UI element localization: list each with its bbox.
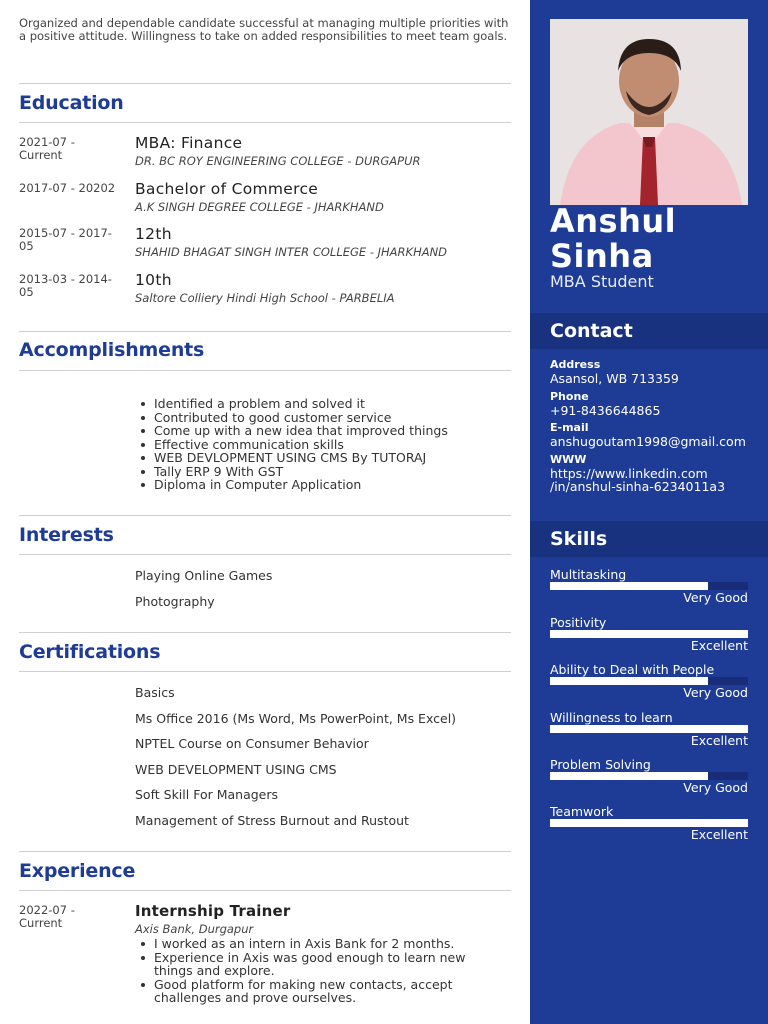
list-item: Basics <box>135 685 175 700</box>
accomplishments-list <box>135 397 448 492</box>
divider <box>19 632 511 633</box>
skill-bar <box>550 725 748 733</box>
skill-name: Teamwork <box>550 804 614 819</box>
contact-details <box>550 358 760 498</box>
education-date: 2013-03 - 2014-05 <box>19 272 112 299</box>
skill-bar <box>550 819 748 827</box>
section-title-interests: Interests <box>19 524 114 546</box>
skill-level: Excellent <box>690 638 748 653</box>
skill-level: Very Good <box>683 590 748 605</box>
education-date: 2017-07 - 20202 <box>19 181 116 195</box>
skill-name: Positivity <box>550 615 607 630</box>
divider <box>19 851 511 852</box>
list-item: Management of Stress Burnout and Rustout <box>135 812 409 828</box>
experience-company: Axis Bank, Durgapur <box>135 922 254 936</box>
www-label: WWW <box>550 452 587 466</box>
skill-bar <box>550 630 748 638</box>
section-title-experience: Experience <box>19 860 136 882</box>
profile-photo <box>550 19 748 205</box>
skill-bar-fill <box>550 582 708 590</box>
education-degree: 10th <box>135 271 172 289</box>
skill-bar-fill <box>550 819 748 827</box>
skill-name: Ability to Deal with People <box>550 662 715 677</box>
interests-list <box>135 568 272 619</box>
section-title-certifications: Certifications <box>19 641 161 663</box>
contact-heading: Contact <box>530 313 768 349</box>
skill-name: Problem Solving <box>550 757 651 772</box>
skill-item <box>550 663 748 707</box>
list-item: NPTEL Course on Consumer Behavior <box>135 736 369 752</box>
last-name: Sinha <box>550 237 654 275</box>
skill-item <box>550 711 748 755</box>
www-value-line1[interactable]: https://www.linkedin.com <box>550 465 708 481</box>
list-item: Good platform for making new contacts, accept challenges and prove ourselves. <box>135 978 505 1005</box>
skill-name: Willingness to learn <box>550 710 673 725</box>
education-date: 2015-07 - 2017-05 <box>19 226 112 253</box>
divider <box>19 370 511 371</box>
skill-level: Excellent <box>690 733 748 748</box>
skill-item <box>550 616 748 660</box>
email-value[interactable]: anshugoutam1998@gmail.com <box>550 434 746 449</box>
certifications-list <box>135 685 456 839</box>
list-item: Come up with a new idea that improved things <box>135 424 448 438</box>
candidate-name <box>550 204 676 274</box>
summary-text: Organized and dependable candidate successful at managing multiple priorities with a positive attitude. Willingness to take on added responsibilities to meet team goals. <box>19 16 509 43</box>
skill-bar-fill <box>550 725 748 733</box>
education-degree: 12th <box>135 225 172 243</box>
divider <box>19 331 511 332</box>
divider <box>19 122 511 123</box>
email-label: E-mail <box>550 421 589 434</box>
experience-title: Internship Trainer <box>135 902 291 920</box>
education-date: 2021-07 - Current <box>19 135 75 162</box>
candidate-role: MBA Student <box>550 272 654 291</box>
skill-bar <box>550 582 748 590</box>
first-name: Anshul <box>550 202 677 240</box>
education-degree: Bachelor of Commerce <box>135 180 319 198</box>
section-title-accomplishments: Accomplishments <box>19 339 205 361</box>
divider <box>19 515 511 516</box>
skill-bar <box>550 772 748 780</box>
skill-name: Multitasking <box>550 567 627 582</box>
list-item: Tally ERP 9 With GST <box>135 465 448 479</box>
list-item: Experience in Axis was good enough to learn new things and explore. <box>135 951 505 978</box>
list-item: Identified a problem and solved it <box>135 397 448 411</box>
www-value-line2[interactable]: /in/anshul-sinha-6234011a3 <box>550 479 726 494</box>
education-institution: A.K SINGH DEGREE COLLEGE - JHARKHAND <box>135 200 384 214</box>
education-degree: MBA: Finance <box>135 134 243 152</box>
education-institution: Saltore Colliery Hindi High School - PARBELIA <box>135 291 395 305</box>
list-item: Soft Skill For Managers <box>135 787 279 803</box>
skill-bar-fill <box>550 630 748 638</box>
phone-value: +91-8436644865 <box>550 402 661 418</box>
skill-item <box>550 568 748 612</box>
phone-label: Phone <box>550 389 589 403</box>
divider <box>19 83 511 84</box>
list-item: WEB DEVELOPMENT USING CMS <box>135 761 337 777</box>
list-item: Diploma in Computer Application <box>135 478 448 492</box>
list-item: Effective communication skills <box>135 438 448 452</box>
skills-heading: Skills <box>530 521 768 557</box>
list-item: Ms Office 2016 (Ms Word, Ms PowerPoint, Ms Excel) <box>135 710 457 726</box>
divider <box>19 554 511 555</box>
skill-item <box>550 805 748 849</box>
skill-level: Very Good <box>683 780 748 795</box>
divider <box>19 890 511 891</box>
list-item: Playing Online Games <box>135 568 273 583</box>
list-item: Photography <box>135 593 215 609</box>
skill-bar-fill <box>550 677 708 685</box>
address-label: Address <box>550 358 601 371</box>
experience-date: 2022-07 - Current <box>19 903 75 930</box>
list-item: I worked as an intern in Axis Bank for 2 months. <box>135 937 505 951</box>
list-item: Contributed to good customer service <box>135 411 448 425</box>
list-item: WEB DEVLOPMENT USING CMS By TUTORAJ <box>135 451 448 465</box>
skill-item <box>550 758 748 802</box>
skill-level: Excellent <box>690 827 748 842</box>
section-title-education: Education <box>19 92 124 114</box>
address-value: Asansol, WB 713359 <box>550 371 679 386</box>
skill-level: Very Good <box>683 685 748 700</box>
education-institution: DR. BC ROY ENGINEERING COLLEGE - DURGAPUR <box>135 154 421 168</box>
profile-photo-illustration <box>550 19 748 205</box>
skill-bar <box>550 677 748 685</box>
skill-bar-fill <box>550 772 708 780</box>
divider <box>19 671 511 672</box>
experience-points <box>135 937 505 1005</box>
resume-sidebar <box>530 0 768 1024</box>
education-institution: SHAHID BHAGAT SINGH INTER COLLEGE - JHARKHAND <box>135 245 448 259</box>
